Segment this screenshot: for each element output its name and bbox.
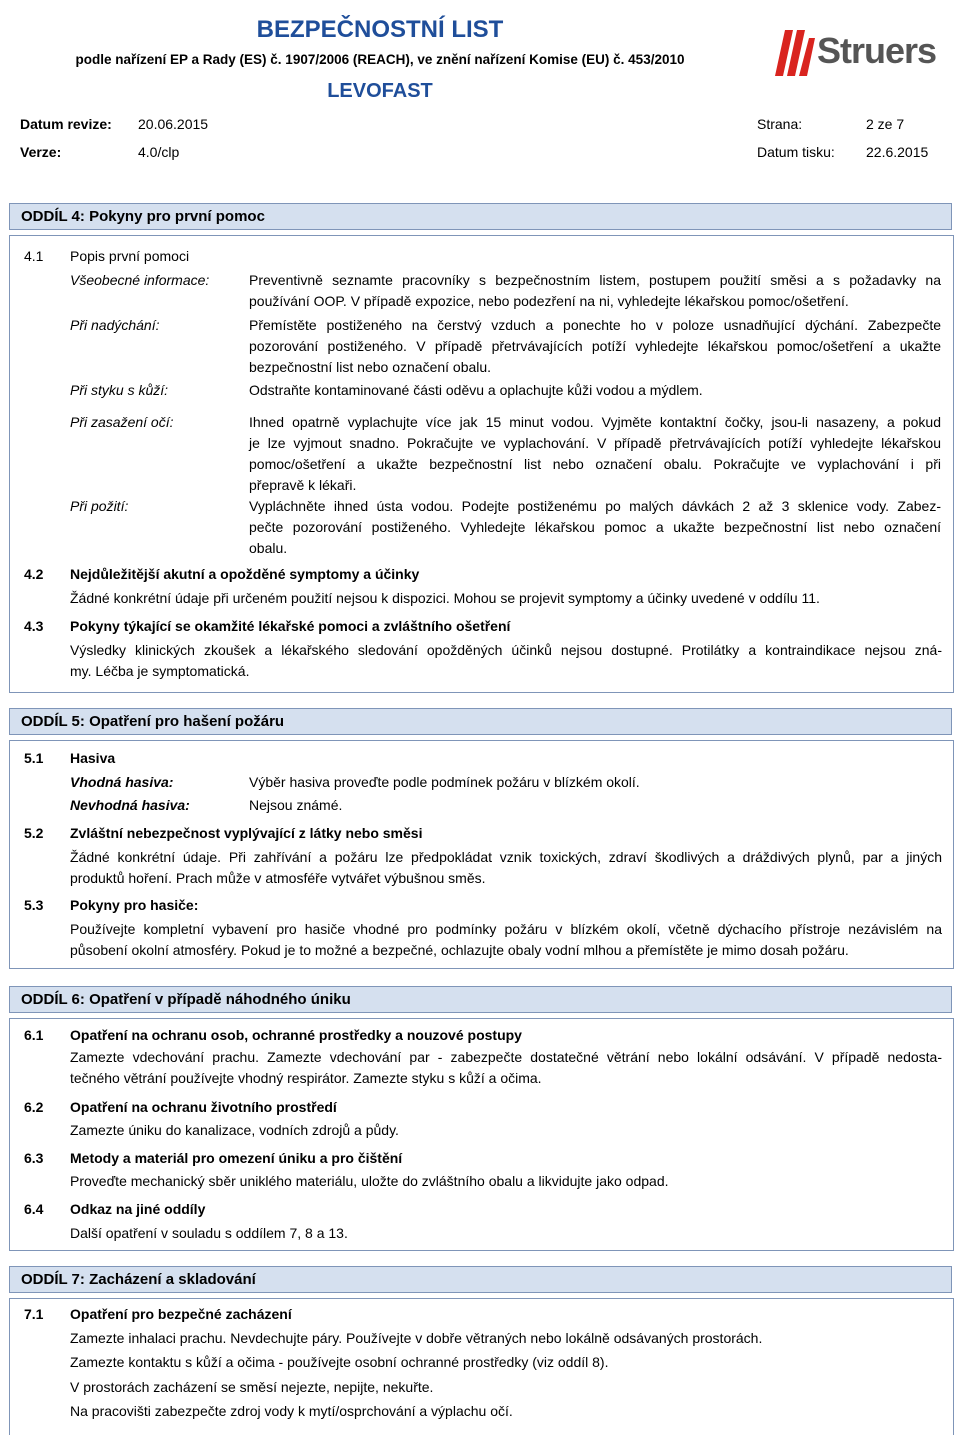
subsection-7-1-text: V prostorách zacházení se směsí nejezte, nepijte, nekuřte.	[70, 1379, 434, 1395]
document-title: BEZPEČNOSTNÍ LIST	[256, 16, 504, 43]
eye-contact-text: přepravě k lékaři.	[249, 477, 357, 493]
subsection-4-3-title: Pokyny týkající se okamžité lékařské pomoci a zvláštního ošetření	[70, 618, 511, 634]
subsection-4-3-text: my. Léčba je symptomatická.	[70, 663, 250, 679]
subsection-4-2-title: Nejdůležitější akutní a opožděné symptomy a účinky	[70, 566, 420, 582]
subsection-6-2-text: Zamezte úniku do kanalizace, vodních zdrojů a půdy.	[70, 1122, 399, 1138]
section-4-header	[9, 203, 952, 230]
subsection-5-3-title: Pokyny pro hasiče:	[70, 897, 199, 913]
subsection-4-3-text: Výsledky klinických zkoušek a lékařského sledování opožděných účinků nejsou dostupné. Protilátky a kontraindikace nejsou zná-	[70, 642, 942, 658]
subsection-number: 6.1	[24, 1027, 44, 1043]
subsection-6-2-title: Opatření na ochranu životního prostředí	[70, 1099, 337, 1115]
ingestion-text: obalu.	[249, 540, 288, 556]
logo-stripes-icon	[775, 30, 815, 76]
inhalation-label: Při nadýchání:	[70, 317, 160, 333]
subsection-4-1-title: Popis první pomoci	[70, 248, 190, 264]
eye-contact-label: Při zasažení očí:	[70, 414, 174, 430]
revision-label: Datum revize:	[20, 116, 112, 132]
section-7-header	[9, 1266, 952, 1293]
subsection-4-2-text: Žádné konkrétní údaje při určeném použití nejsou k dispozici. Mohou se projevit symptomy a účinky uvedené v oddílu 11.	[70, 590, 820, 606]
suitable-media-text: Výběr hasiva proveďte podle podmínek požáru v blízkém okolí.	[249, 774, 640, 790]
suitable-media-label: Vhodná hasiva:	[70, 774, 174, 790]
ingestion-text: pečte pozorování postiženého. Vyhledejte lékařskou pomoc a ukažte bezpečnostní list nebo označení	[249, 519, 941, 535]
subsection-6-1-text: Zamezte vdechování prachu. Zamezte vdechování par - zabezpečte dostatečné větrání nebo lokální odsávání. V případě nedosta-	[70, 1049, 942, 1065]
subsection-6-1-title: Opatření na ochranu osob, ochranné prostředky a nouzové postupy	[70, 1027, 522, 1043]
skin-contact-text: Odstraňte kontaminované části oděvu a oplachujte kůži vodou a mýdlem.	[249, 382, 703, 398]
general-info-text: Preventivně seznamte pracovníky s bezpečnostním listem, postupem použití směsi a s požadavky na	[249, 272, 941, 288]
subsection-number: 4.1	[24, 248, 44, 264]
ingestion-label: Při požití:	[70, 498, 129, 514]
section-6-title: ODDÍL 6: Opatření v případě náhodného úniku	[21, 991, 351, 1008]
subsection-number: 5.3	[24, 897, 44, 913]
subsection-number: 6.4	[24, 1201, 44, 1217]
general-info-text: používání OOP. V případě expozice, nebo podezření na ni, vyhledejte lékařskou pomoc/ošetření.	[249, 293, 849, 309]
subsection-5-3-text: působení okolní atmosféry. Pokud je to možné a bezpečné, ochlazujte obaly vodní mlhou a přemístěte je mimo dosah požáru.	[70, 942, 849, 958]
subsection-number: 6.2	[24, 1099, 44, 1115]
section-5-header	[9, 708, 952, 735]
subsection-5-2-title: Zvláštní nebezpečnost vyplývající z látky nebo směsi	[70, 825, 423, 841]
subsection-6-1-text: tečného větrání používejte vhodný respirátor. Zamezte styku s kůží a očima.	[70, 1070, 542, 1086]
subsection-6-3-text: Proveďte mechanický sběr uniklého materiálu, uložte do zvláštního obalu a likvidujte jako odpad.	[70, 1173, 669, 1189]
section-5-title: ODDÍL 5: Opatření pro hašení požáru	[21, 713, 285, 730]
subsection-number: 5.2	[24, 825, 44, 841]
general-info-label: Všeobecné informace:	[70, 272, 210, 288]
inhalation-text: bezpečnostní list nebo označení obalu.	[249, 359, 492, 375]
subsection-5-3-text: Používejte kompletní vybavení pro hasiče vhodné pro podmínky požáru v blízkém okolí, včetně dýchacího přístroje nezávislém na	[70, 921, 942, 937]
inhalation-text: pozorování postiženého. V případě přetrvávajících potíží vyhledejte lékařskou pomoc/ošetření a ukažte	[249, 338, 941, 354]
revision-date: 20.06.2015	[138, 116, 209, 132]
subsection-7-1-text: Zamezte kontaktu s kůží a očima - používejte osobní ochranné prostředky (viz oddíl 8).	[70, 1354, 609, 1370]
regulation-subtitle: podle nařízení EP a Rady (ES) č. 1907/2006 (REACH), ve znění nařízení Komise (EU) č. 453/2010	[75, 52, 685, 67]
subsection-7-1-text: Na pracovišti zabezpečte zdroj vody k mytí/osprchování a výplachu očí.	[70, 1403, 513, 1419]
print-date-label: Datum tisku:	[757, 144, 835, 160]
unsuitable-media-label: Nevhodná hasiva:	[70, 797, 190, 813]
subsection-7-1-text: Zamezte inhalaci prachu. Nevdechujte páry. Používejte v dobře větraných nebo lokálně odsávaných prostorách.	[70, 1330, 763, 1346]
print-date: 22.6.2015	[866, 144, 929, 160]
version-label: Verze:	[20, 144, 62, 160]
section-7-title: ODDÍL 7: Zacházení a skladování	[21, 1271, 256, 1288]
version-value: 4.0/clp	[138, 144, 180, 160]
eye-contact-text: je lze vyjmout snadno. Pokračujte ve vyplachování. V případě přetrvávajících potíží vyhledejte lékařskou	[249, 435, 941, 451]
subsection-number: 7.1	[24, 1306, 44, 1322]
subsection-6-4-text: Další opatření v souladu s oddílem 7, 8 a 13.	[70, 1225, 348, 1241]
page-number: 2 ze 7	[866, 116, 905, 132]
skin-contact-label: Při styku s kůží:	[70, 382, 169, 398]
ingestion-text: Vypláchněte ihned ústa vodou. Podejte postiženému po malých dávkách 2 až 3 sklenice vody. Zabez-	[249, 498, 941, 514]
subsection-5-2-text: Žádné konkrétní údaje. Při zahřívání a požáru lze předpokládat vznik toxických, zdraví škodlivých a dráždivých plynů, par a jiných	[70, 849, 942, 865]
subsection-5-2-text: produktů hoření. Prach může v atmosféře vytvářet výbušnou směs.	[70, 870, 486, 886]
eye-contact-text: Ihned opatrně vyplachujte více jak 15 minut vodou. Vyjměte kontaktní čočky, jsou-li nasazeny, a pokud	[249, 414, 941, 430]
subsection-7-1-title: Opatření pro bezpečné zacházení	[70, 1306, 292, 1322]
section-6-header	[9, 986, 952, 1013]
struers-logo	[775, 28, 937, 78]
inhalation-text: Přemístěte postiženého na čerstvý vzduch a ponechte ho v poloze usnadňující dýchání. Zabezpečte	[249, 317, 941, 333]
unsuitable-media-text: Nejsou známé.	[249, 797, 343, 813]
product-name: LEVOFAST	[327, 80, 433, 102]
subsection-number: 6.3	[24, 1150, 44, 1166]
subsection-number: 4.2	[24, 566, 44, 582]
logo-text: Struers	[817, 30, 937, 71]
subsection-5-1-title: Hasiva	[70, 750, 116, 766]
page-label: Strana:	[757, 116, 803, 132]
subsection-6-3-title: Metody a materiál pro omezení úniku a pro čištění	[70, 1150, 403, 1166]
section-4-title: ODDÍL 4: Pokyny pro první pomoc	[21, 208, 265, 225]
subsection-number: 5.1	[24, 750, 44, 766]
subsection-6-4-title: Odkaz na jiné oddíly	[70, 1201, 206, 1217]
subsection-number: 4.3	[24, 618, 44, 634]
eye-contact-text: pomoc/ošetření a ukažte bezpečnostní list nebo označení obalu. Pokračujte ve vyplachování i při	[249, 456, 941, 472]
